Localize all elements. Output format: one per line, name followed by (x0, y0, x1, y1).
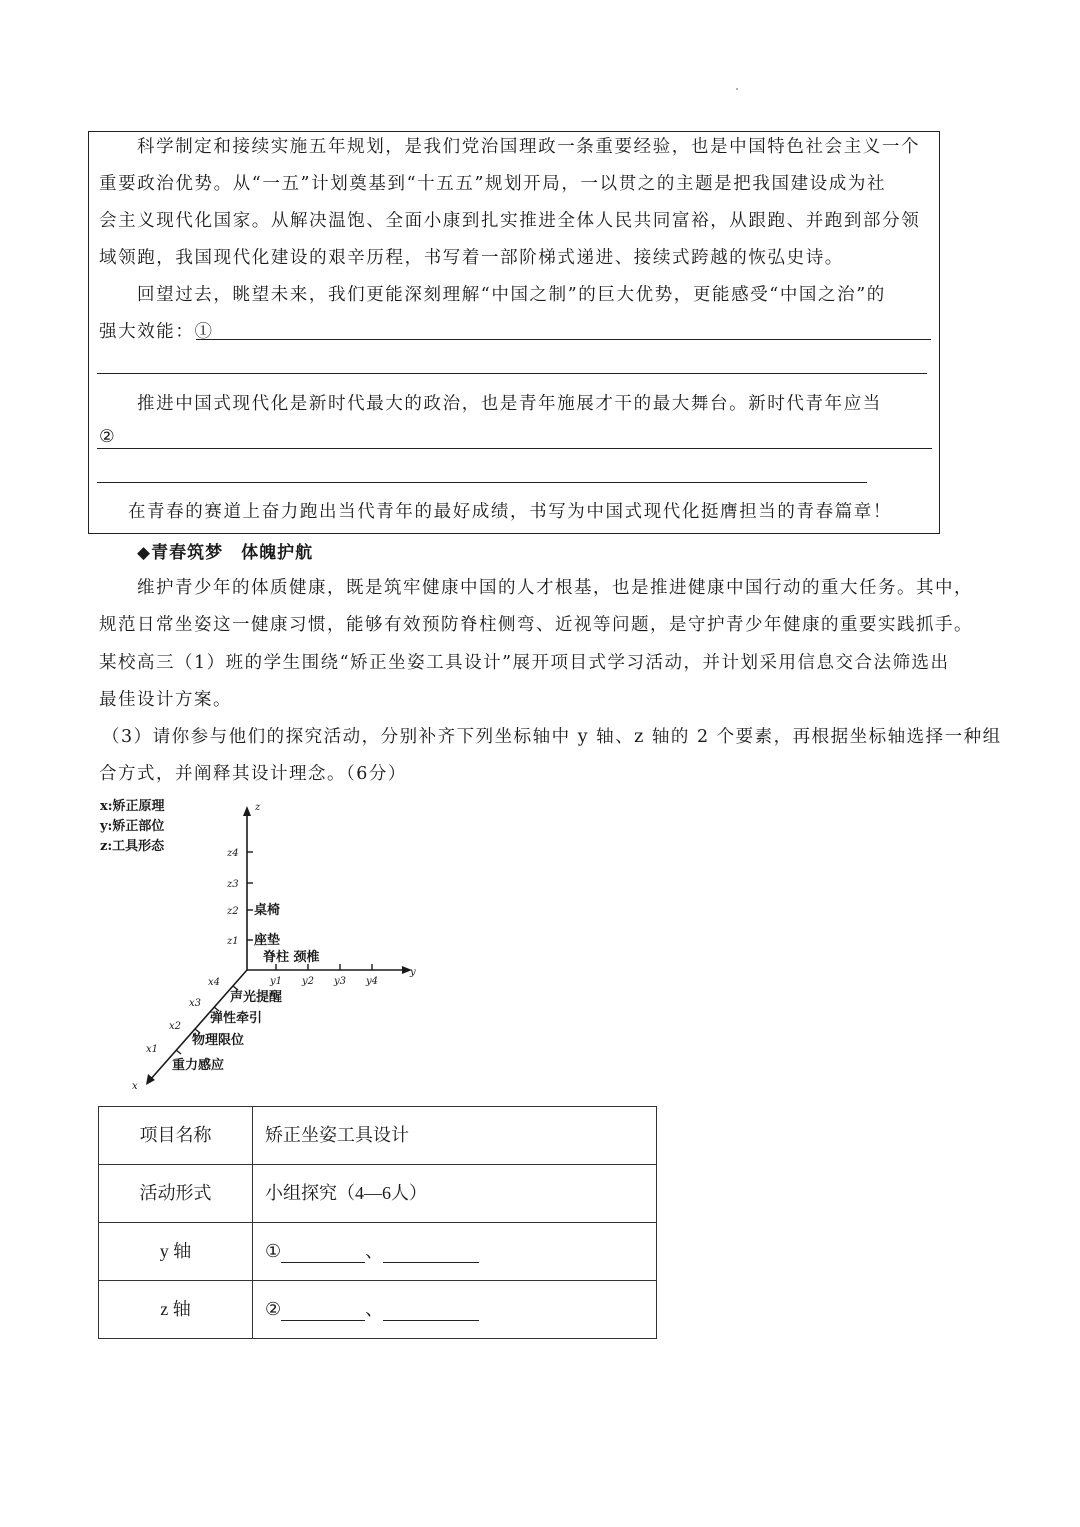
y-tick: y4 (366, 976, 379, 987)
y-tick: y2 (302, 976, 315, 987)
legend-y: y:矫正部位 (100, 819, 165, 834)
y-blank-2[interactable] (383, 1244, 479, 1263)
z-blank-1[interactable] (281, 1302, 365, 1321)
y-tick: y3 (334, 976, 347, 987)
table-key: y 轴 (99, 1223, 253, 1281)
z-tick: z3 (227, 879, 239, 890)
y-axis-label: y (410, 967, 416, 978)
coordinate-axis-diagram (96, 790, 436, 1090)
table-row (99, 1223, 657, 1281)
separator: 、 (365, 1241, 384, 1261)
table-value: 矫正坐姿工具设计 (253, 1107, 657, 1165)
answer-line-1a[interactable] (196, 339, 931, 340)
x-tick: x2 (169, 1021, 182, 1032)
x-tick: x4 (208, 977, 221, 988)
z-blank-2[interactable] (383, 1302, 479, 1321)
x-label-gravity: 重力感应 (172, 1058, 225, 1073)
legend-z: z:工具形态 (100, 839, 165, 854)
passage-line: 强大效能：① (99, 322, 214, 342)
passage-line: 科学制定和接续实施五年规划，是我们党治国理政一条重要经验，也是中国特色社会主义一个 (137, 137, 921, 157)
table-value: 小组探究（4—6人） (253, 1165, 657, 1223)
passage-line: 回望过去，眺望未来，我们更能深刻理解“中国之制”的巨大优势，更能感受“中国之治”的 (137, 285, 886, 305)
x-label-sound-light: 声光提醒 (230, 990, 283, 1005)
z-arrow-icon (243, 806, 251, 816)
z-label-desk: 桌椅 (254, 903, 281, 918)
z-tick: z4 (227, 848, 239, 859)
table-row (99, 1107, 657, 1165)
x-label-elastic: 弹性牵引 (210, 1011, 263, 1026)
body-line: 最佳设计方案。 (99, 690, 232, 710)
answer-line-2a[interactable] (97, 448, 932, 449)
project-table (98, 1106, 657, 1339)
passage-line: 会主义现代化国家。从解决温饱、全面小康到扎实推进全体人民共同富裕，从跟跑、并跑到部分领 (99, 211, 921, 231)
x-label-limit: 物理限位 (192, 1033, 245, 1048)
x-tick: x1 (146, 1044, 159, 1055)
table-key: z 轴 (99, 1281, 253, 1339)
separator: 、 (365, 1299, 384, 1319)
z-tick: z2 (227, 906, 239, 917)
z-label-cushion: 座垫 (254, 933, 281, 948)
y-tick: y1 (270, 976, 283, 987)
page-dot (736, 88, 738, 90)
body-line: 某校高三（1）班的学生围绕“矫正坐姿工具设计”展开项目式学习活动，并计划采用信息交合法筛选出 (99, 653, 950, 673)
z-axis-label: z (255, 802, 261, 813)
question-line: 合方式，并阐释其设计理念。（6分） (99, 764, 407, 784)
passage-line: 域领跑，我国现代化建设的艰辛历程，书写着一部阶梯式递进、接续式跨越的恢弘史诗。 (99, 248, 844, 268)
passage-line: 重要政治优势。从“一五”计划奠基到“十五五”规划开局，一以贯之的主题是把我国建设成为社 (99, 174, 887, 194)
answer-line-2b[interactable] (97, 482, 867, 483)
y-blank-1[interactable] (281, 1244, 365, 1263)
legend-x: x:矫正原理 (100, 799, 165, 814)
passage-line: 推进中国式现代化是新时代最大的政治，也是青年施展才干的最大舞台。新时代青年应当 (137, 394, 882, 414)
body-line: 维护青少年的体质健康，既是筑牢健康中国的人才根基，也是推进健康中国行动的重大任务。其中， (137, 578, 973, 598)
passage-line: 在青春的赛道上奋力跑出当代青年的最好成绩，书写为中国式现代化挺膺担当的青春篇章！ (128, 502, 892, 522)
circled-number: ① (265, 1241, 282, 1261)
question-line: （3）请你参与他们的探究活动，分别补齐下列坐标轴中 y 轴、z 轴的 2 个要素，再根据坐标轴选择一种组 (102, 727, 1002, 747)
y-axis-answer-cell (253, 1223, 657, 1281)
z-tick: z1 (227, 936, 239, 947)
table-key: 活动形式 (99, 1165, 253, 1223)
table-key: 项目名称 (99, 1107, 253, 1165)
table-row (99, 1281, 657, 1339)
y-label-spine: 脊柱 颈椎 (263, 950, 320, 965)
table-row (99, 1165, 657, 1223)
section-title: ◆青春筑梦 体魄护航 (137, 543, 314, 563)
body-line: 规范日常坐姿这一健康习惯，能够有效预防脊柱侧弯、近视等问题，是守护青少年健康的重要实践抓手。 (99, 615, 973, 635)
answer-line-1b[interactable] (97, 373, 927, 374)
x-axis-label: x (132, 1081, 138, 1090)
x-tick: x3 (189, 998, 202, 1009)
passage-line: ② (99, 427, 117, 447)
circled-number: ② (265, 1299, 282, 1319)
z-axis-answer-cell (253, 1281, 657, 1339)
